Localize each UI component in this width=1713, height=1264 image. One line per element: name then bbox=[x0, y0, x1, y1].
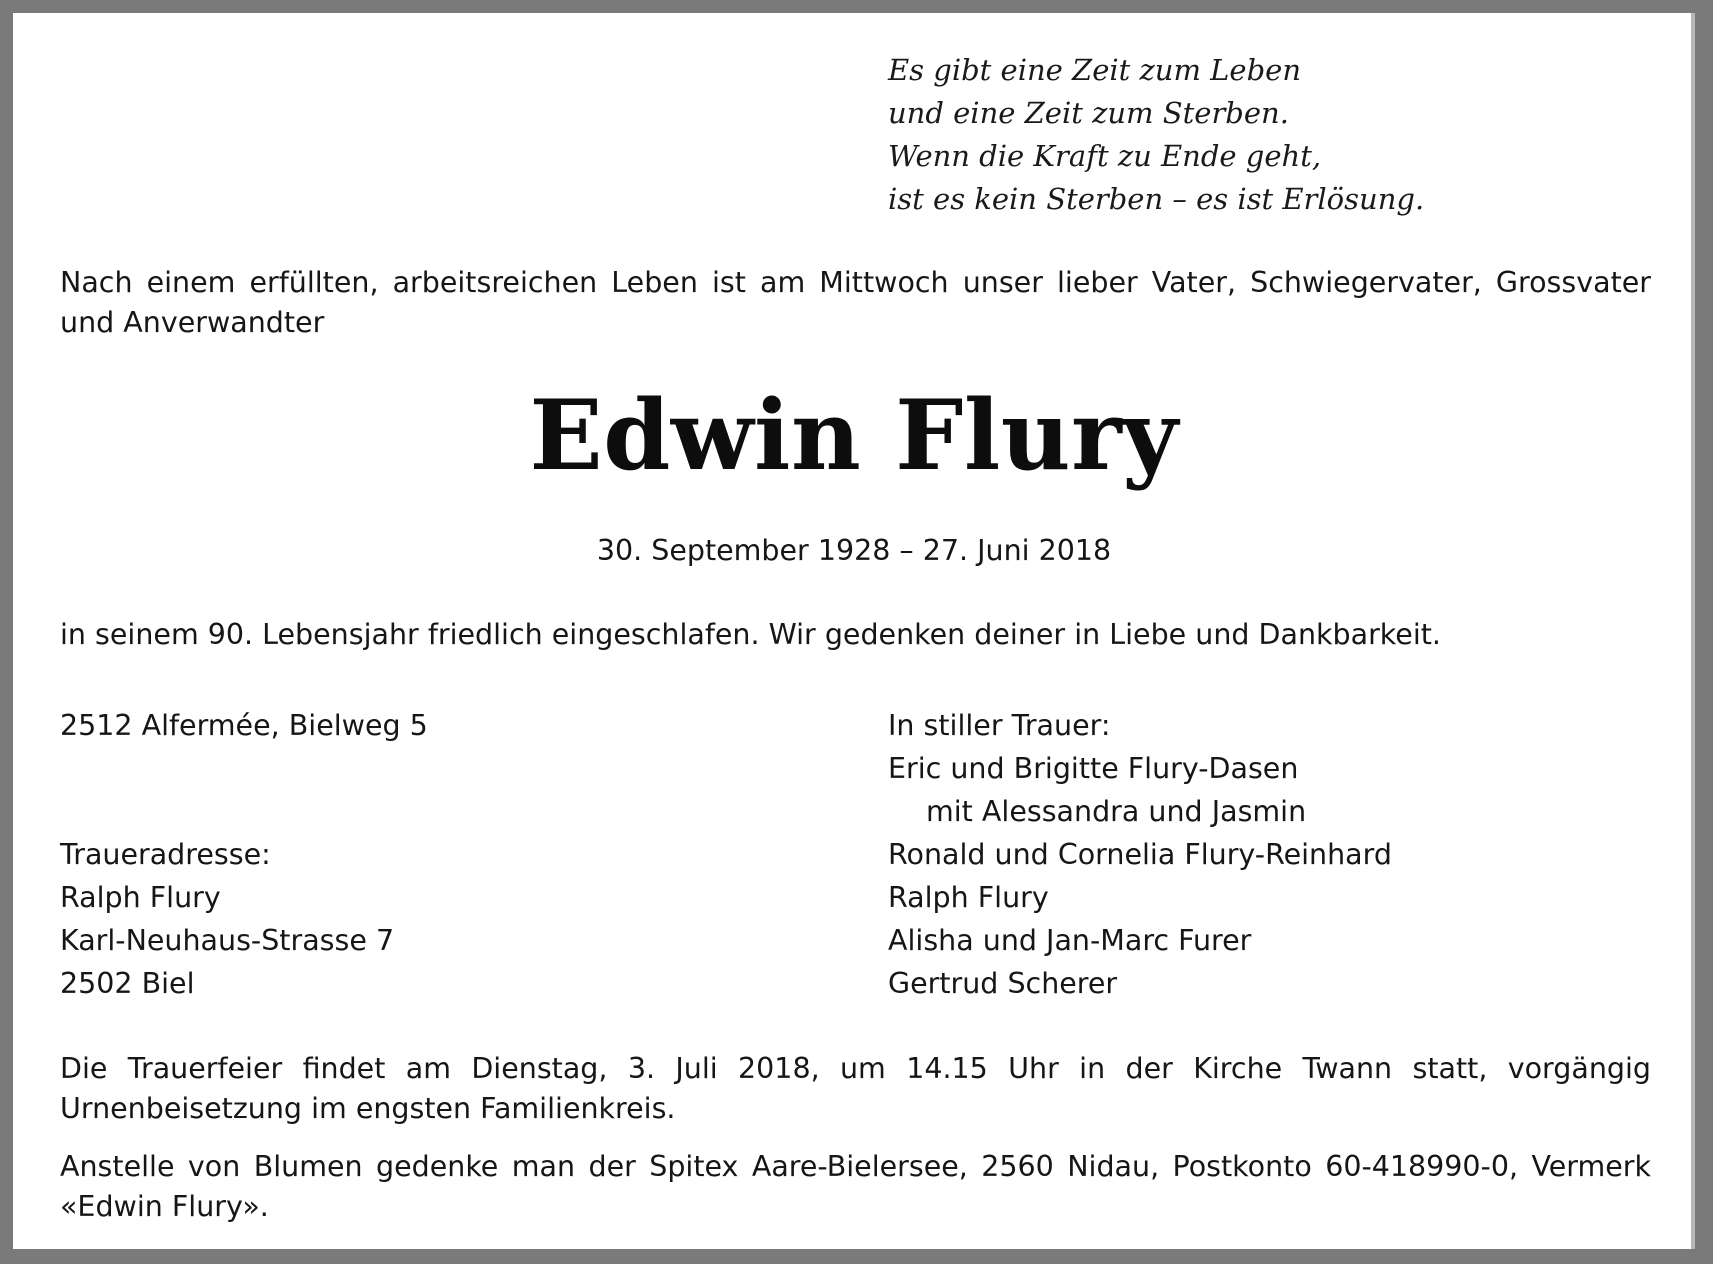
mourning-address-street: Karl-Neuhaus-Strasse 7 bbox=[60, 924, 395, 957]
ceremony-notice: Die Trauerfeier findet am Dienstag, 3. Juli 2018, um 14.15 Uhr in der Kirche Twann statt, vorgängig Urnenbeisetzung im engsten Familienkreis. bbox=[60, 1052, 1651, 1125]
mourning-address-label: Traueradresse: bbox=[60, 838, 271, 871]
life-dates: 30. September 1928 – 27. Juni 2018 bbox=[596, 534, 1112, 567]
mourner-name: Gertrud Scherer bbox=[888, 967, 1118, 1000]
mourning-address-city: 2502 Biel bbox=[60, 967, 195, 1000]
mourner-name: mit Alessandra und Jasmin bbox=[926, 795, 1307, 828]
motto-line: und eine Zeit zum Sterben. bbox=[888, 96, 1289, 130]
mourner-name: Ronald und Cornelia Flury-Reinhard bbox=[888, 838, 1392, 871]
mourner-name: Alisha und Jan-Marc Furer bbox=[888, 924, 1252, 957]
mourner-name: Ralph Flury bbox=[888, 881, 1049, 914]
home-address: 2512 Alfermée, Bielweg 5 bbox=[60, 709, 428, 742]
passing-statement: in seinem 90. Lebensjahr friedlich eingeschlafen. Wir gedenken deiner in Liebe und Dankbarkeit. bbox=[60, 618, 1441, 651]
deceased-name: Edwin Flury bbox=[529, 379, 1179, 492]
motto-line: Wenn die Kraft zu Ende geht, bbox=[888, 139, 1322, 173]
obituary-page bbox=[13, 13, 1695, 1249]
intro-paragraph: Nach einem erfüllten, arbeitsreichen Leben ist am Mittwoch unser lieber Vater, Schwiegervater, Grossvater und Anverwandter bbox=[60, 266, 1651, 339]
donation-notice: Anstelle von Blumen gedenke man der Spitex Aare-Bielersee, 2560 Nidau, Postkonto 60-418990-0, Vermerk «Edwin Flury». bbox=[60, 1150, 1651, 1223]
motto-line: ist es kein Sterben – es ist Erlösung. bbox=[888, 182, 1425, 216]
address-column bbox=[60, 704, 820, 1005]
mourners-column bbox=[888, 704, 1648, 1005]
mourners-label: In stiller Trauer: bbox=[888, 709, 1111, 742]
motto-line: Es gibt eine Zeit zum Leben bbox=[888, 53, 1301, 87]
mourning-address-name: Ralph Flury bbox=[60, 881, 221, 914]
mourner-name: Eric und Brigitte Flury-Dasen bbox=[888, 752, 1299, 785]
motto-verse bbox=[888, 49, 1424, 221]
spacer bbox=[60, 747, 820, 833]
